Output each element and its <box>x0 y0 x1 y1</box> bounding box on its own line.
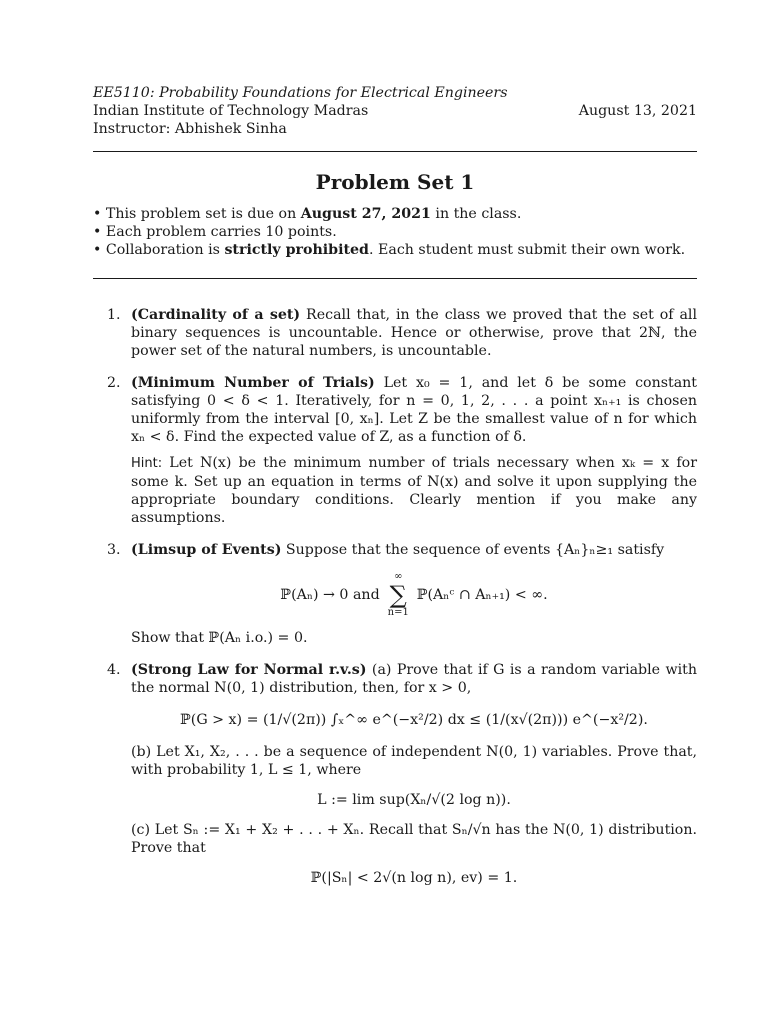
bottom-divider <box>93 278 697 279</box>
sum-upper-limit: ∞ <box>394 571 403 582</box>
problem-list <box>107 306 697 887</box>
problem-heading: (Strong Law for Normal r.v.s) <box>131 662 367 678</box>
sigma-icon: ∑ <box>389 581 407 609</box>
problem-heading: (Cardinality of a set) <box>131 307 301 323</box>
eventually-bound-equation: ℙ(|Sₙ| < 2√(n log n), ev) = 1. <box>310 870 518 886</box>
limsup-equation <box>131 571 697 619</box>
problem-heading: (Limsup of Events) <box>131 542 282 558</box>
institute-line <box>93 102 697 120</box>
problem-number: 3. <box>107 542 121 558</box>
problem-text: Recall that, in the class we proved that the set of all binary sequences is uncountable. Hence or otherwise, prove that 2ℕ, the power set of the natural numbers, is uncountable. <box>131 307 697 359</box>
document-header <box>93 84 697 138</box>
gaussian-tail-equation: ℙ(G > x) = (1/√(2π)) ∫ₓ^∞ e^(−x²/2) dx ≤ (1/(x√(2π))) e^(−x²/2). <box>180 712 648 728</box>
hint-label: Hint: <box>131 456 163 471</box>
problem-text: Let x₀ = 1, and let δ be some constant satisfying 0 < δ < 1. Iteratively, for n = 0, 1, 2, . . . a point xₙ₊₁ is chosen uniformly from the interval [0, xₙ]. Let Z be the smallest value of n for which xₙ < δ. Find the expected value of Z, as a function of δ. <box>131 375 697 445</box>
equation-right: ℙ(Aₙᶜ ∩ Aₙ₊₁) < ∞. <box>416 587 548 603</box>
summation-symbol <box>388 571 409 619</box>
problem-text-b: (b) Let X₁, X₂, . . . be a sequence of independent N(0, 1) variables. Prove that, with probability 1, L ≤ 1, where <box>131 744 697 778</box>
problem-2 <box>107 374 697 527</box>
instruction-item: • Each problem carries 10 points. <box>93 224 337 240</box>
problem-1 <box>107 306 697 360</box>
problem-text: Suppose that the sequence of events {Aₙ}ₙ≥₁ satisfy <box>281 542 665 558</box>
problem-heading: (Minimum Number of Trials) <box>131 375 375 391</box>
document-date: August 13, 2021 <box>578 103 697 119</box>
problem-text-a: (a) Prove that if G is a random variable with the normal N(0, 1) distribution, then, for x > 0, <box>131 662 698 696</box>
problem-3 <box>107 541 697 647</box>
hint-paragraph <box>131 454 697 527</box>
instructions-list <box>93 205 697 259</box>
limsup-definition-equation: L := lim sup(Xₙ/√(2 log n)). <box>317 792 511 808</box>
course-title: EE5110: Probability Foundations for Electrical Engineers <box>93 85 508 101</box>
instructor-line: Instructor: Abhishek Sinha <box>93 121 287 137</box>
page-title: Problem Set 1 <box>315 170 475 194</box>
instruction-item: • This problem set is due on August 27, 2021 in the class. <box>93 206 522 222</box>
problem-number: 4. <box>107 662 121 678</box>
top-divider <box>93 151 697 152</box>
show-statement: Show that ℙ(Aₙ i.o.) = 0. <box>131 630 308 646</box>
hint-text: Let N(x) be the minimum number of trials necessary when xₖ = x for some k. Set up an equation in terms of N(x) and solve it upon supplying the appropriate boundary conditions. Clearly mention if you make any assumptions. <box>131 455 697 526</box>
problem-4 <box>107 661 697 887</box>
institute-name: Indian Institute of Technology Madras <box>93 103 369 119</box>
instruction-item: • Collaboration is strictly prohibited. Each student must submit their own work. <box>93 242 686 258</box>
sum-lower-limit: n=1 <box>387 607 409 618</box>
problem-number: 2. <box>107 375 121 391</box>
problem-number: 1. <box>107 307 121 323</box>
problem-text-c: (c) Let Sₙ := X₁ + X₂ + . . . + Xₙ. Recall that Sₙ/√n has the N(0, 1) distribution. Prove that <box>131 822 697 856</box>
equation-left: ℙ(Aₙ) → 0 and <box>280 587 380 603</box>
